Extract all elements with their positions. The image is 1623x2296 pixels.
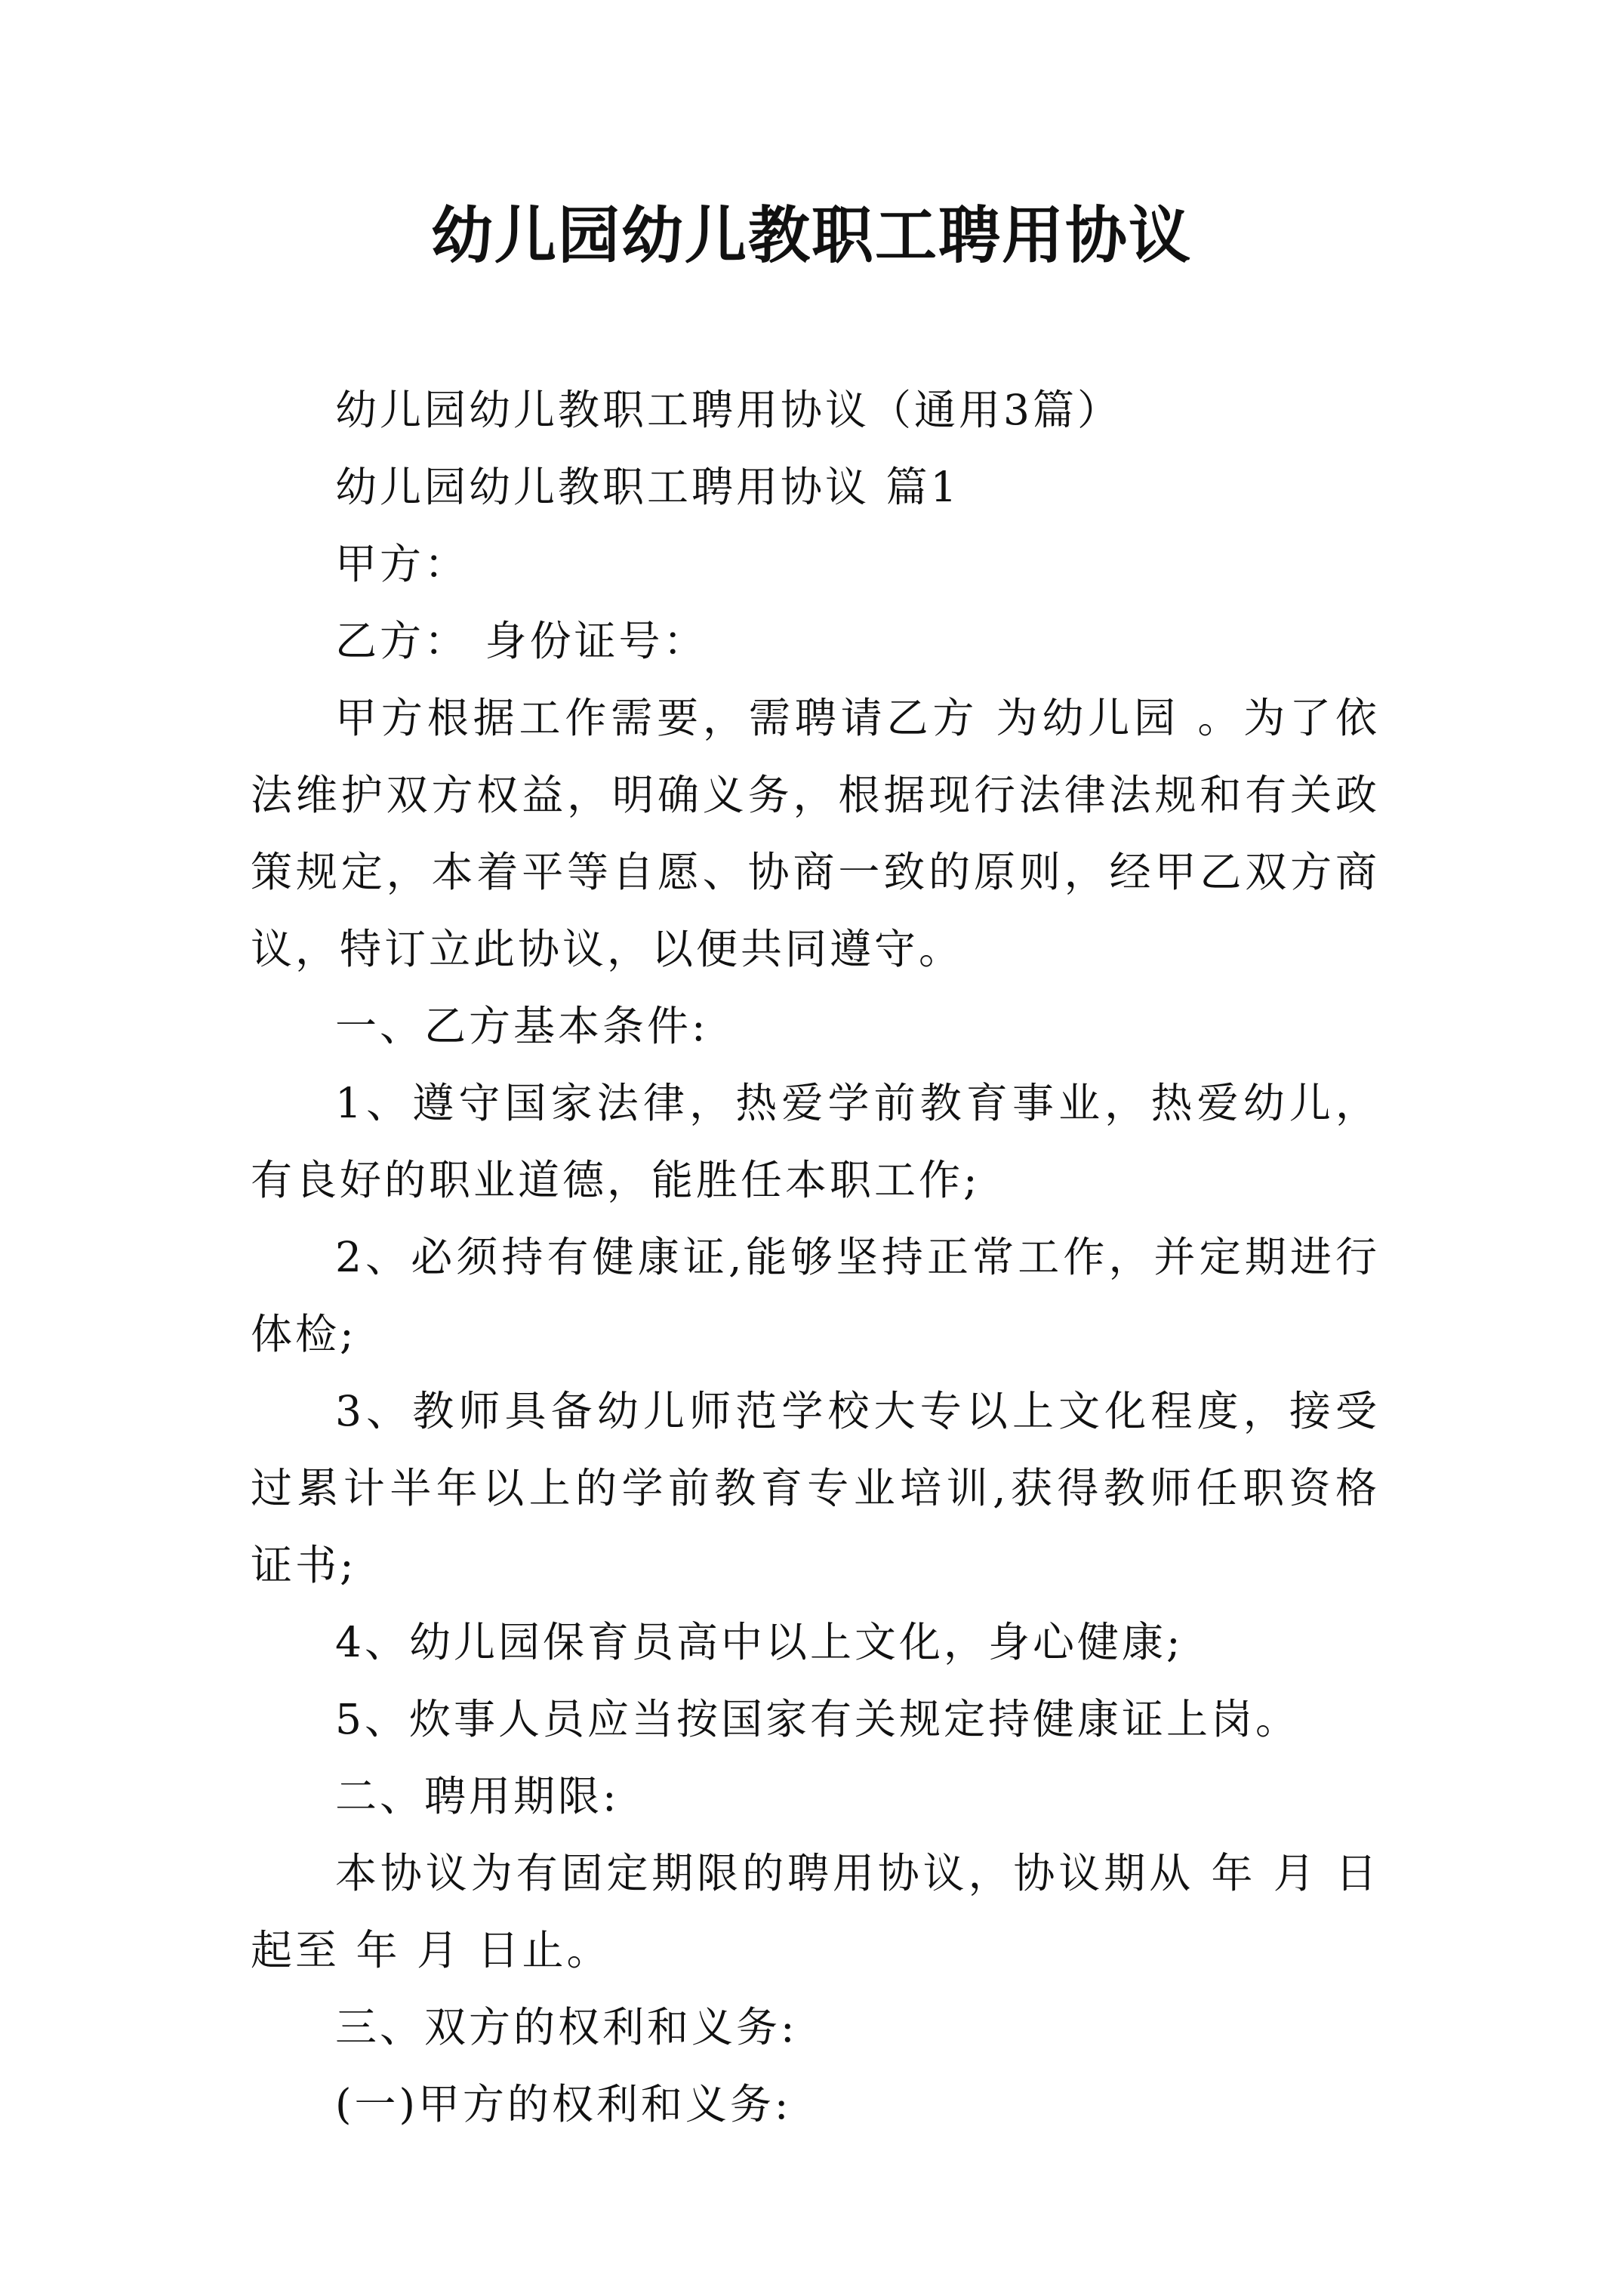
paragraph-term: 本协议为有固定期限的聘用协议，协议期从 年 月 日起至 年 月 日止。 xyxy=(251,1849,1380,1974)
document-title: 幼儿园幼儿教职工聘用协议 xyxy=(430,199,1192,272)
paragraph-heading-term: 二、聘用期限: xyxy=(335,1772,620,1820)
paragraph-heading-rights: 三、双方的权利和义务: xyxy=(335,2003,798,2051)
paragraph-condition-3: 3、教师具备幼儿师范学校大专以上文化程度，接受过累计半年以上的学前教育专业培训,获得教师任职资格证书; xyxy=(251,1387,1380,1589)
paragraph-subheading-party-a-rights: (一)甲方的权利和义务: xyxy=(335,2080,792,2128)
paragraph-preamble: 甲方根据工作需要，需聘请乙方 为幼儿园 。为了依法维护双方权益，明确义务，根据现行法律法规和有关政策规定，本着平等自愿、协商一致的原则，经甲乙双方商议，特订立此协议，以便共同遵守。 xyxy=(251,694,1380,973)
paragraph-party-a: 甲方： xyxy=(335,540,470,588)
paragraph-heading-conditions: 一、乙方基本条件: xyxy=(335,1002,709,1050)
paragraph-condition-1: 1、遵守国家法律，热爱学前教育事业，热爱幼儿，有良好的职业道德，能胜任本职工作; xyxy=(251,1079,1380,1204)
paragraph-party-b: 乙方： 身份证号： xyxy=(335,617,708,665)
paragraph-section-heading: 幼儿园幼儿教职工聘用协议 篇1 xyxy=(335,463,960,511)
document-body xyxy=(251,371,1380,2143)
paragraph-subtitle: 幼儿园幼儿教职工聘用协议（通用3篇） xyxy=(335,386,1122,434)
paragraph-condition-5: 5、炊事人员应当按国家有关规定持健康证上岗。 xyxy=(335,1695,1300,1743)
paragraph-condition-2: 2、必须持有健康证,能够坚持正常工作，并定期进行体检; xyxy=(251,1233,1380,1358)
paragraph-condition-4: 4、幼儿园保育员高中以上文化，身心健康; xyxy=(335,1618,1184,1666)
